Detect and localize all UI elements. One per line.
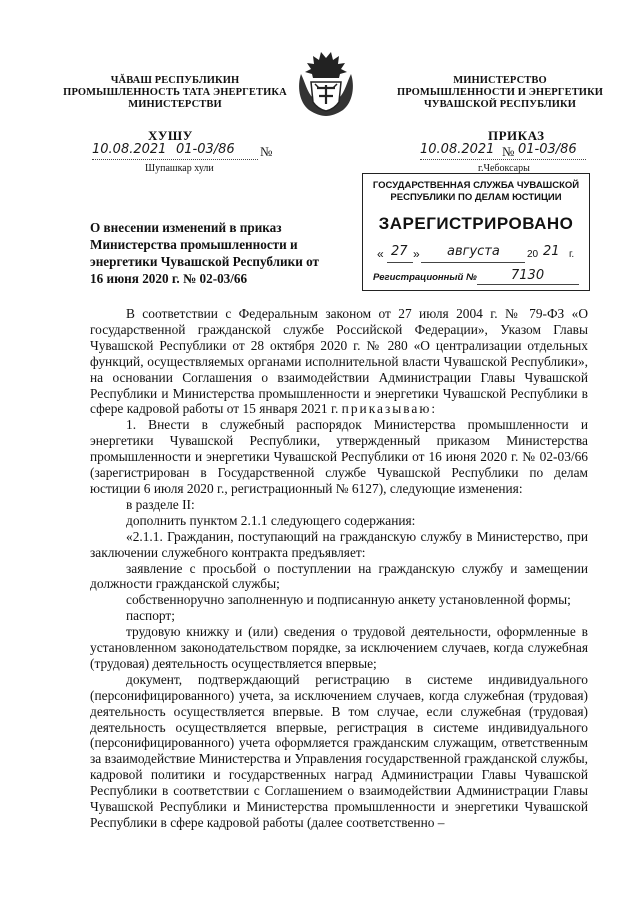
left-city: Шупашкар хули	[145, 163, 214, 174]
left-date-handwritten: 10.08.2021	[92, 142, 167, 157]
right-date-underline	[420, 159, 586, 160]
stamp-title: ЗАРЕГИСТРИРОВАНО	[378, 214, 574, 233]
registration-stamp	[362, 173, 590, 291]
stamp-reg-underline	[477, 284, 579, 285]
stamp-reg-label: Регистрационный №	[373, 272, 477, 283]
body-paragraph: «2.1.1. Гражданин, поступающий на гражданскую службу в Министерство, при заключении служебного контракта предъявляет:	[90, 528, 588, 560]
doc-type-right: ПРИКАЗ	[488, 128, 545, 143]
right-city: г.Чебоксары	[478, 163, 530, 174]
body-paragraph-text: В соответствии с Федеральным законом от 27 июля 2004 г. № 79-ФЗ «О государственной гражданской службе Российской Федерации», Указом Главы Чувашской Республики от 28 октября 2020 г. № 280 «О централизации отдельных функций, осуществляемых органами исполнительной власти Чувашской Республики», на основании Соглашения о взаимодействии Администрации Главы Чувашской Республики и Министерства промышленности и энергетики Чувашской Республики в сфере кадровой работы от 15 января 2021 г.	[90, 306, 588, 417]
body-paragraph: в разделе II:	[126, 496, 195, 512]
stamp-day-handwritten: 27	[391, 244, 408, 259]
stamp-close-quote: »	[413, 247, 420, 261]
right-number-label: №	[502, 144, 515, 159]
order-body	[90, 306, 588, 831]
order-keyword: приказываю:	[341, 401, 438, 417]
stamp-reg-row	[373, 270, 583, 286]
left-date-number-line	[92, 142, 282, 162]
right-number-handwritten: 01-03/86	[518, 142, 577, 157]
doc-type-left: ХУШУ	[148, 128, 193, 143]
stamp-authority-line: ГОСУДАРСТВЕННАЯ СЛУЖБА ЧУВАШСКОЙ	[372, 180, 580, 191]
left-date-underline	[92, 159, 258, 160]
left-number-handwritten: 01-03/86	[176, 142, 235, 157]
header-right-line: МИНИСТЕРСТВО	[453, 75, 547, 86]
header-right-line: ЧУВАШСКОЙ РЕСПУБЛИКИ	[423, 99, 577, 110]
stamp-date-row	[377, 246, 583, 264]
right-date-handwritten: 10.08.2021	[420, 142, 495, 157]
left-number-label: №	[260, 144, 273, 159]
body-paragraph	[90, 306, 588, 417]
coat-of-arms-emblem	[295, 52, 357, 118]
stamp-open-quote: «	[377, 247, 384, 261]
body-paragraph: 1. Внести в служебный распорядок Министерства промышленности и энергетики Чувашской Республики, утвержденный приказом Министерства промышленности и энергетики Чувашской Республики от 16 июня 2020 г. № 02-03/66 (зарегистрирован в Государственной службе Чувашской Республики по делам юстиции 6 июля 2020 г., регистрационный № 6127), следующие изменения:	[90, 417, 588, 496]
header-right-block	[380, 75, 620, 111]
stamp-day-underline	[387, 262, 413, 263]
header-right-line: ПРОМЫШЛЕННОСТИ И ЭНЕРГЕТИКИ	[396, 87, 604, 98]
header-left-line: ЧĂВАШ РЕСПУБЛИКИН	[110, 75, 240, 86]
stamp-authority-line: РЕСПУБЛИКИ ПО ДЕЛАМ ЮСТИЦИИ	[390, 192, 562, 203]
body-paragraph: заявление с просьбой о поступлении на гражданскую службу и замещении должности гражданской службы;	[90, 560, 588, 592]
stamp-month-handwritten: августа	[447, 244, 500, 259]
order-subject: О внесении изменений в приказ Министерства промышленности и энергетики Чувашской Республики от 16 июня 2020 г. № 02-03/66	[90, 220, 320, 286]
body-paragraph: трудовую книжку и (или) сведения о трудовой деятельности, оформленные в установленном законодательством порядке, за исключением случаев, когда служебная (трудовая) деятельность осуществляется впервые;	[90, 624, 588, 671]
header-left-line: ПРОМЫШЛЕННОСТЬ ТАТА ЭНЕРГЕТИКА	[63, 87, 287, 98]
right-date-number-line	[420, 142, 610, 162]
body-paragraph: паспорт;	[126, 608, 176, 624]
stamp-year-handwritten: 21	[543, 244, 560, 259]
stamp-month-underline	[421, 262, 525, 263]
body-paragraph: документ, подтверждающий регистрацию в системе индивидуального (персонифицированного) учета, за исключением случаев, когда служебная (трудовая) деятельность осуществляется впервые. В том случае, если служебная (трудовая) деятельность осуществляется впервые, регистрация в системе индивидуального (персонифицированного) учета оформляется гражданским служащим, ответственным за взаимодействие Министерства и Управления государственной гражданской службы, кадровой политики и государственных наград Администрации Главы Чувашской Республики в соответствии с Соглашением о взаимодействии Администрации Главы Чувашской Республики и Министерства промышленности и энергетики Чувашской Республики в сфере кадровой работы (далее соответственно –	[90, 671, 588, 830]
stamp-year-prefix: 20	[527, 249, 539, 260]
header-left-block	[55, 75, 295, 111]
body-paragraph: дополнить пунктом 2.1.1 следующего содержания:	[126, 512, 416, 528]
body-paragraph: собственноручно заполненную и подписанную анкету установленной формы;	[126, 592, 571, 608]
stamp-year-suffix: г.	[569, 249, 575, 260]
header-left-line: МИНИСТЕРСТВИ	[128, 99, 222, 110]
stamp-reg-number-handwritten: 7130	[511, 268, 545, 283]
